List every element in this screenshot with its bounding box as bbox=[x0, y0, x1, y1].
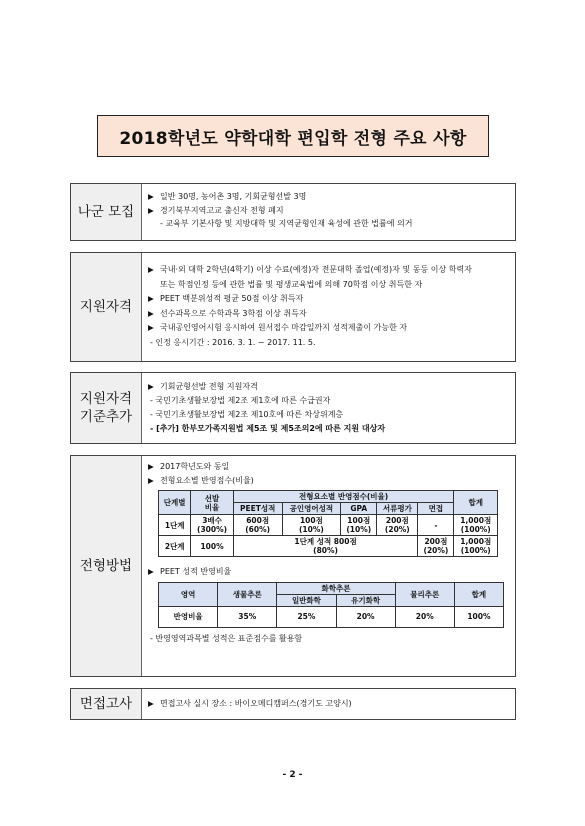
arrow-right-icon: ▶ bbox=[148, 699, 154, 709]
section-eligibility: 지원자격 ▶ 국내·외 대학 2학년(4학기) 이상 수료(예정)자 전문대학 졸업(예정)자 및 동등 이상 학력자 또는 학점인정 등에 관한 법률 및 평생교육법에 의해 70학점 이상 취득한 자 ▶ PEET 백분위성적 평균 50점 이상 취득자 ▶ 선수과목으로 수학과목 3학점 이상 취득자 ▶ 국내공인영어시험 응시하여 원서접수 마감일까지 성적제출이 가능한 자 - 인정 응시기간 : 2016. 3. 1. ~ 2017. 11. 5. bbox=[70, 252, 516, 362]
table-row: 반영비율 35% 25% 20% 20% 100% bbox=[159, 606, 504, 627]
arrow-right-icon: ▶ bbox=[148, 462, 154, 471]
arrow-right-icon: ▶ bbox=[148, 323, 154, 332]
arrow-right-icon: ▶ bbox=[148, 294, 154, 303]
arrow-right-icon: ▶ bbox=[148, 567, 154, 576]
table-header: 면접 bbox=[418, 503, 454, 515]
section-additional-eligibility: 지원자격 기준추가 ▶ 기회균형선발 전형 지원자격 - 국민기초생활보장법 제2조 제1호에 따른 수급권자 - 국민기초생활보장법 제2조 제10호에 따른 차상위계층 - [추가] 한부모가족지원법 제5조 및 제5조의2에 따른 지원 대상자 bbox=[70, 372, 516, 444]
section-label: 지원자격 bbox=[71, 253, 142, 361]
table-header: 유기화학 bbox=[336, 594, 395, 606]
page-title: 2018학년도 약학대학 편입학 전형 주요 사항 bbox=[97, 115, 489, 157]
table-header: 선발 비율 bbox=[191, 491, 233, 515]
section-interview: 면접고사 ▶ 면접고사 실시 장소 : 바이오메디캠퍼스(경기도 고양시) bbox=[70, 688, 516, 720]
table-header: PEET성적 bbox=[233, 503, 282, 515]
section-label: 지원자격 기준추가 bbox=[71, 373, 142, 443]
arrow-right-icon: ▶ bbox=[148, 475, 154, 485]
table-header: 단계별 bbox=[159, 491, 191, 515]
table-header: 합계 bbox=[454, 582, 503, 606]
arrow-right-icon: ▶ bbox=[148, 308, 154, 318]
table-header: 합계 bbox=[454, 491, 498, 515]
section-recruitment: 나군 모집 ▶ 일반 30명, 농어촌 3명, 기회균형선발 3명 ▶ 경기북부지역고교 출신자 전형 폐지 - 교육부 기본사항 및 지방대학 및 지역균형인재 육성에 관한 법률에 의거 bbox=[70, 183, 516, 241]
arrow-right-icon: ▶ bbox=[148, 192, 154, 201]
page-number: - 2 - bbox=[282, 770, 303, 780]
table-header: 물리추론 bbox=[395, 582, 454, 606]
section-label: 전형방법 bbox=[71, 456, 142, 676]
table-row: 1단계 3배수 (300%) 600점 (60%) 100점 (10%) 100점 (10%) 200점 (20%) - 1,000점 (100%) bbox=[159, 515, 498, 536]
arrow-right-icon: ▶ bbox=[148, 382, 154, 391]
table-header: 영역 bbox=[159, 582, 218, 606]
table-header: 화학추론 bbox=[277, 582, 395, 594]
table-header: GPA bbox=[341, 503, 377, 515]
peet-ratio-table bbox=[158, 582, 504, 628]
section-label: 나군 모집 bbox=[71, 184, 142, 240]
section-selection-method: 전형방법 ▶ 2017학년도와 동일 ▶ 전형요소별 반영점수(비율) 단계별 선발 비율 전형요소별 반영점수(비율) 합계 PEET성적 공인영어성적 GPA 서류평가 면접 1단계 3배수 (300%) 600점 (60%) 100점 (10%) 100점 (10%) 200점 (20%) - 1,000점 (100%) 2단계 100% 1단계 성적 800점 (80%) 200점 (20%) 1,000점 (100%) ▶ PEET 성적 반영비율 영역 생물추론 화학추론 물리추론 합계 일반화학 유기화학 반영비율 35% 25% 20% 20% 100% - 반영영역과목별 성적은 표준점수를 활용함 bbox=[70, 455, 516, 677]
table-row: 2단계 100% 1단계 성적 800점 (80%) 200점 (20%) 1,000점 (100%) bbox=[159, 536, 498, 557]
section-label: 면접고사 bbox=[71, 689, 142, 719]
table-header: 서류평가 bbox=[377, 503, 418, 515]
table-header: 전형요소별 반영점수(비율) bbox=[233, 491, 454, 503]
score-table bbox=[158, 490, 498, 557]
table-header: 일반화학 bbox=[277, 594, 336, 606]
table-header: 생물추론 bbox=[218, 582, 277, 606]
arrow-right-icon: ▶ bbox=[148, 265, 154, 274]
table-header: 공인영어성적 bbox=[282, 503, 341, 515]
arrow-right-icon: ▶ bbox=[148, 205, 154, 215]
